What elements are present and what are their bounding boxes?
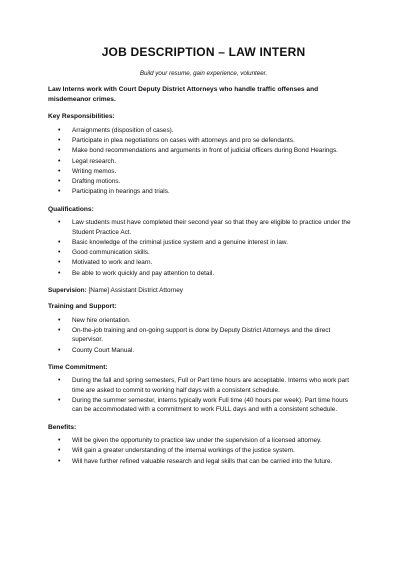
- list-item: • Basic knowledge of the criminal justice system and a genuine interest in law.: [72, 238, 359, 247]
- page-title: JOB DESCRIPTION – LAW INTERN: [101, 45, 306, 59]
- qualifications-list: [48, 218, 359, 278]
- list-item: • Drafting motions.: [72, 177, 359, 186]
- list-item: • Will have further refined valuable research and legal skills that can be carried into the future.: [72, 457, 359, 466]
- time-commitment-list: [48, 376, 359, 414]
- list-item: • During the summer semester, interns typically work Full time (40 hours per week). Part time hours can be accommodated with a commitment to work FULL days and with a consistent schedule.: [72, 396, 359, 415]
- time-commitment-section: [48, 363, 359, 415]
- list-item: • Will gain a greater understanding of the internal workings of the justice system.: [72, 446, 359, 455]
- training-list: [48, 316, 359, 355]
- list-item: • Law students must have completed their second year so that they are eligible to practice under the Student Practice Act.: [72, 218, 359, 237]
- list-item: • New hire orientation.: [72, 316, 359, 325]
- benefits-section: [48, 423, 359, 466]
- training-section: [48, 302, 359, 355]
- section-heading: Training and Support:: [48, 303, 117, 311]
- page-subtitle: Build your resume, gain experience, volunteer.: [139, 70, 268, 78]
- list-item: • Legal research.: [72, 157, 359, 166]
- supervision-line: [48, 286, 359, 295]
- list-item: • Arraignments (disposition of cases).: [72, 126, 359, 135]
- list-item: • Will be given the opportunity to practice law under the supervision of a licensed attorney.: [72, 436, 359, 445]
- list-item: • Motivated to work and learn.: [72, 258, 359, 267]
- responsibilities-list: [48, 126, 359, 197]
- list-item: • During the fall and spring semesters, Full or Part time hours are acceptable. Interns who work part time are asked to commit to working half days with a consistent schedule.: [72, 376, 359, 395]
- responsibilities-section: [48, 112, 359, 197]
- list-item: • Participating in hearings and trials.: [72, 187, 359, 196]
- list-item: • Writing memos.: [72, 167, 359, 176]
- list-item: • On-the-job training and on-going support is done by Deputy District Attorneys and the direct supervisor.: [72, 326, 359, 345]
- section-heading: Benefits:: [48, 423, 77, 431]
- intro-paragraph: Law Interns work with Court Deputy District Attorneys who handle traffic offenses and misdemeanor crimes.: [48, 86, 319, 104]
- section-heading: Key Responsibilities:: [48, 113, 115, 121]
- section-heading: Qualifications:: [48, 205, 94, 213]
- benefits-list: [48, 436, 359, 466]
- list-item: • County Court Manual.: [72, 346, 359, 355]
- list-item: • Be able to work quickly and pay attention to detail.: [72, 269, 359, 278]
- supervision-value: [Name] Assistant District Attorney: [88, 286, 183, 294]
- section-heading: Time Commitment:: [48, 363, 108, 371]
- supervision-label: Supervision:: [48, 286, 87, 294]
- list-item: • Make bond recommendations and arguments in front of judicial officers during Bond Hearings.: [72, 146, 359, 155]
- qualifications-section: [48, 205, 359, 278]
- list-item: • Participate in plea negotiations on cases with attorneys and pro se defendants.: [72, 136, 359, 145]
- list-item: • Good communication skills.: [72, 248, 359, 257]
